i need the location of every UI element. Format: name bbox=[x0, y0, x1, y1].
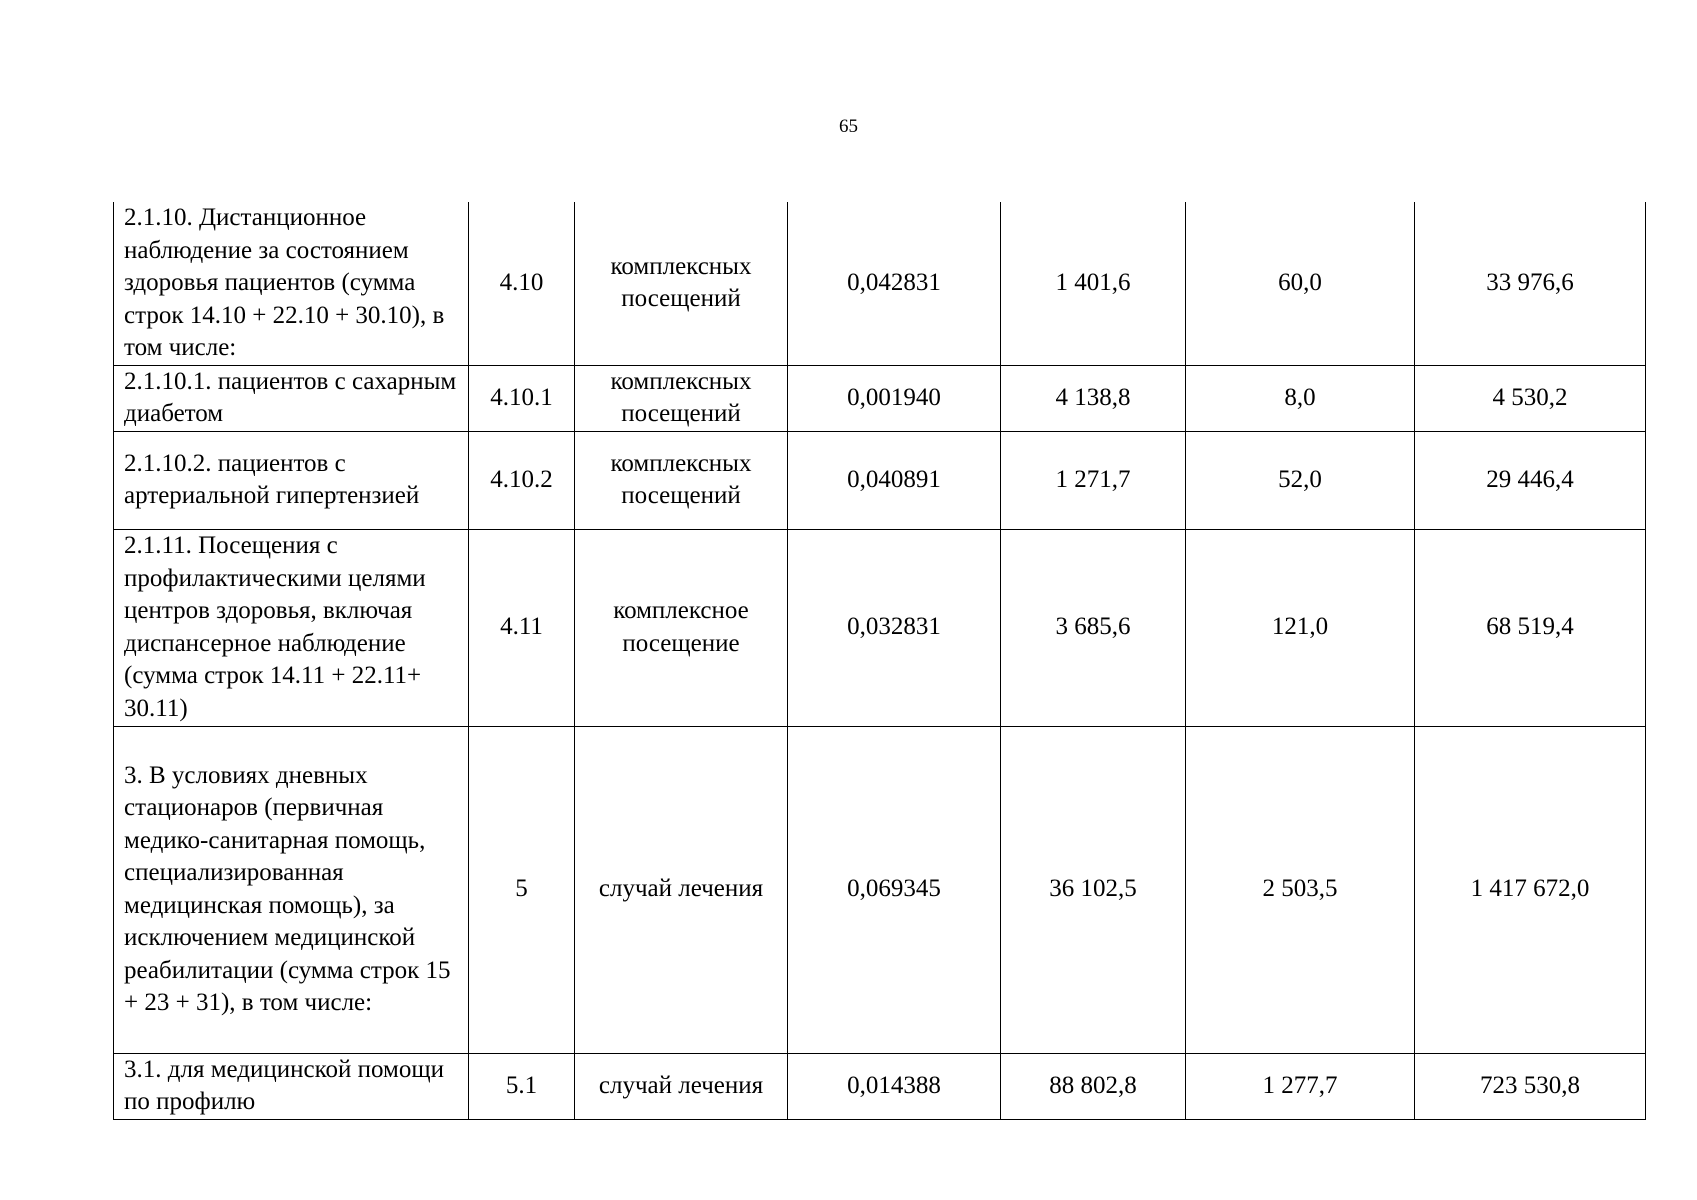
row-line-number: 4.10 bbox=[469, 202, 575, 365]
row-name: 3.1. для медицинской помощи по профилю bbox=[114, 1053, 469, 1119]
row-total: 33 976,6 bbox=[1415, 202, 1646, 365]
row-name: 3. В условиях дневных стационаров (первичная медико-санитарная помощь, специализированная медицинская помощь), за исключением медицинской реабилитации (сумма строк 15 + 23 + 31), в том числе: bbox=[114, 726, 469, 1053]
row-unit: комплексных посещений bbox=[575, 431, 788, 529]
row-per-capita: 52,0 bbox=[1186, 431, 1415, 529]
row-name: 2.1.11. Посещения с профилактическими целями центров здоровья, включая диспансерное наблюдение (сумма строк 14.11 + 22.11+ 30.11) bbox=[114, 529, 469, 726]
row-norm: 0,069345 bbox=[788, 726, 1001, 1053]
row-norm: 0,014388 bbox=[788, 1053, 1001, 1119]
row-norm: 0,032831 bbox=[788, 529, 1001, 726]
row-unit: комплексных посещений bbox=[575, 202, 788, 365]
row-total: 68 519,4 bbox=[1415, 529, 1646, 726]
row-unit: случай лечения bbox=[575, 726, 788, 1053]
row-total: 1 417 672,0 bbox=[1415, 726, 1646, 1053]
row-line-number: 4.11 bbox=[469, 529, 575, 726]
row-name: 2.1.10.1. пациентов с сахарным диабетом bbox=[114, 365, 469, 431]
row-unit: комплексных посещений bbox=[575, 365, 788, 431]
table-row bbox=[114, 726, 1646, 1053]
row-total: 29 446,4 bbox=[1415, 431, 1646, 529]
row-line-number: 4.10.2 bbox=[469, 431, 575, 529]
row-norm: 0,040891 bbox=[788, 431, 1001, 529]
row-per-capita: 8,0 bbox=[1186, 365, 1415, 431]
row-line-number: 5 bbox=[469, 726, 575, 1053]
row-name: 2.1.10. Дистанционное наблюдение за состоянием здоровья пациентов (сумма строк 14.10 + 22.10 + 30.10), в том числе: bbox=[114, 202, 469, 365]
row-total: 723 530,8 bbox=[1415, 1053, 1646, 1119]
row-cost: 1 271,7 bbox=[1001, 431, 1186, 529]
row-unit: комплексное посещение bbox=[575, 529, 788, 726]
row-per-capita: 1 277,7 bbox=[1186, 1053, 1415, 1119]
row-unit: случай лечения bbox=[575, 1053, 788, 1119]
table-row bbox=[114, 431, 1646, 529]
row-cost: 36 102,5 bbox=[1001, 726, 1186, 1053]
table-row bbox=[114, 1053, 1646, 1119]
row-line-number: 5.1 bbox=[469, 1053, 575, 1119]
row-total: 4 530,2 bbox=[1415, 365, 1646, 431]
row-per-capita: 121,0 bbox=[1186, 529, 1415, 726]
row-line-number: 4.10.1 bbox=[469, 365, 575, 431]
row-name: 2.1.10.2. пациентов с артериальной гипертензией bbox=[114, 431, 469, 529]
table-row bbox=[114, 529, 1646, 726]
row-cost: 88 802,8 bbox=[1001, 1053, 1186, 1119]
row-cost: 1 401,6 bbox=[1001, 202, 1186, 365]
table-row bbox=[114, 365, 1646, 431]
row-norm: 0,042831 bbox=[788, 202, 1001, 365]
data-table bbox=[113, 202, 1646, 1120]
page-number: 65 bbox=[839, 116, 858, 137]
row-per-capita: 60,0 bbox=[1186, 202, 1415, 365]
row-cost: 4 138,8 bbox=[1001, 365, 1186, 431]
row-norm: 0,001940 bbox=[788, 365, 1001, 431]
row-per-capita: 2 503,5 bbox=[1186, 726, 1415, 1053]
table-row bbox=[114, 202, 1646, 365]
row-cost: 3 685,6 bbox=[1001, 529, 1186, 726]
